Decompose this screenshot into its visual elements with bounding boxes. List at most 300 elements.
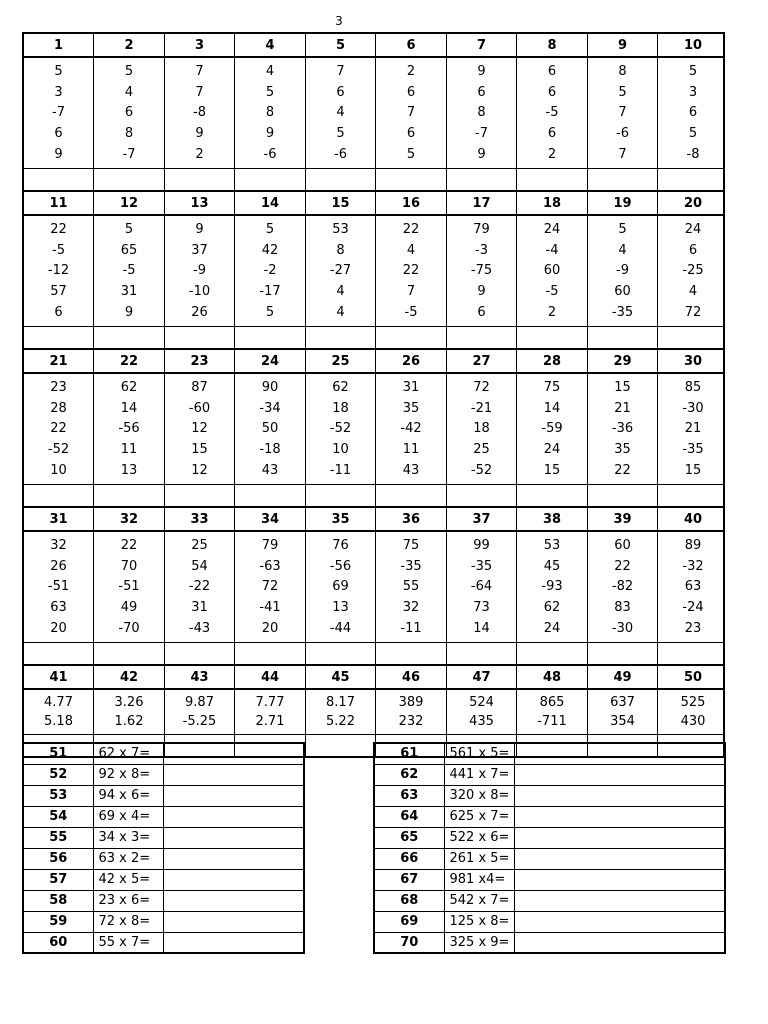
addend-value: 2	[195, 147, 204, 163]
addend-value: 6	[406, 84, 416, 100]
addend-value: -35	[470, 558, 493, 574]
multiplication-row	[23, 890, 304, 911]
multiplication-question: 72 x 8=	[93, 911, 163, 932]
answer-cell[interactable]	[235, 169, 306, 190]
problem-number: 33	[165, 508, 235, 530]
addend-value: -30	[682, 400, 704, 416]
problem-number: 68	[374, 890, 444, 911]
problem-number: 40	[683, 511, 703, 527]
addend-value: 14	[543, 400, 561, 416]
addend-row	[24, 374, 723, 484]
answer-cell[interactable]	[514, 785, 725, 806]
answer-cell[interactable]	[658, 327, 728, 348]
problem-number: 17	[447, 192, 517, 214]
problem-number: 61	[374, 743, 444, 764]
answer-cell[interactable]	[447, 169, 517, 190]
addend-value: 90	[261, 379, 279, 395]
answer-cell[interactable]	[163, 806, 304, 827]
addend-value: 7.77	[255, 695, 285, 710]
addend-value: 72	[473, 379, 490, 395]
multiplication-row	[374, 848, 725, 869]
addend-value: 6	[54, 305, 63, 321]
addend-value: 72	[261, 579, 279, 595]
answer-cell[interactable]	[163, 785, 304, 806]
answer-cell[interactable]	[306, 643, 376, 664]
addend-value: 32	[50, 537, 67, 553]
answer-cell[interactable]	[306, 169, 376, 190]
addend-value: -8	[193, 105, 206, 121]
addend-value: 73	[473, 600, 490, 616]
multiplication-question: 62 x 7=	[93, 743, 163, 764]
problem-number: 62	[374, 764, 444, 785]
addend-value: 865	[539, 695, 565, 710]
addend-value: 55	[402, 579, 420, 595]
problem-block	[22, 508, 725, 666]
multiplication-question: 981 x4=	[444, 869, 514, 890]
problem-number: 23	[165, 350, 235, 372]
problem-number-row	[24, 34, 723, 58]
addend-value: 5	[618, 221, 627, 237]
addend-value: 22	[402, 221, 420, 237]
addend-value: 54	[191, 558, 208, 574]
addend-value: 11	[120, 442, 138, 458]
addend-value: -51	[118, 579, 140, 595]
addend-value: 69	[332, 579, 349, 595]
problem-number: 11	[24, 192, 94, 214]
addend-value: 62	[543, 600, 561, 616]
addend-value: -10	[188, 284, 211, 300]
addend-column	[376, 216, 447, 326]
multiplication-question: 522 x 6=	[444, 827, 514, 848]
addend-row	[24, 216, 723, 326]
addend-value: 24	[543, 442, 561, 458]
problem-number: 65	[374, 827, 444, 848]
problem-number: 1	[24, 34, 94, 56]
answer-cell[interactable]	[447, 485, 517, 506]
addend-value: 8	[124, 126, 134, 142]
addend-value: 25	[191, 537, 208, 553]
addend-value: -59	[541, 421, 563, 437]
addend-value: 232	[398, 714, 424, 729]
answer-row	[24, 326, 723, 350]
addend-value: 42	[261, 242, 279, 258]
multiplication-question: 23 x 6=	[93, 890, 163, 911]
problem-block	[22, 350, 725, 508]
answer-cell[interactable]	[165, 169, 235, 190]
addend-value: -7	[475, 126, 488, 142]
addend-value: 60	[614, 284, 631, 300]
answer-cell[interactable]	[447, 327, 517, 348]
answer-cell[interactable]	[447, 643, 517, 664]
addend-column	[658, 58, 728, 168]
answer-cell[interactable]	[235, 327, 306, 348]
addend-column	[165, 690, 235, 734]
addend-value: -5	[545, 105, 559, 121]
answer-cell[interactable]	[376, 643, 447, 664]
addend-value: 32	[402, 600, 420, 616]
addend-value: -5	[52, 242, 65, 258]
addend-value: 5.22	[326, 714, 355, 729]
addend-value: 7	[195, 84, 204, 100]
addend-value: 6	[124, 105, 134, 121]
addend-value: 12	[191, 463, 208, 479]
addend-value: -60	[188, 400, 211, 416]
multiplication-question: 55 x 7=	[93, 932, 163, 953]
problem-block	[22, 192, 725, 350]
addend-column	[517, 532, 588, 642]
addend-value: -5	[122, 263, 136, 279]
addend-value: -6	[616, 126, 629, 142]
addend-value: -32	[682, 558, 704, 574]
addend-value: -8	[686, 147, 700, 163]
answer-cell[interactable]	[235, 485, 306, 506]
addend-value: 5	[406, 147, 416, 163]
answer-cell[interactable]	[163, 764, 304, 785]
problem-number: 55	[23, 827, 93, 848]
addend-value: 9	[54, 147, 63, 163]
addend-value: 22	[50, 421, 67, 437]
addend-column	[658, 374, 728, 484]
addend-value: 2	[406, 63, 416, 79]
answer-cell[interactable]	[163, 743, 304, 764]
problem-number: 54	[23, 806, 93, 827]
addend-value: 9.87	[185, 695, 214, 710]
addend-value: 3	[688, 84, 698, 100]
answer-cell[interactable]	[658, 643, 728, 664]
problem-number: 39	[588, 508, 658, 530]
multiplication-row	[23, 869, 304, 890]
addend-value: 60	[543, 263, 561, 279]
addend-column	[588, 532, 658, 642]
addend-value: -56	[329, 558, 352, 574]
problem-number: 2	[94, 34, 165, 56]
page-number: 3	[335, 14, 343, 28]
problem-number: 43	[165, 666, 235, 688]
addend-value: 525	[680, 695, 706, 710]
multiplication-row	[374, 743, 725, 764]
addend-value: -41	[259, 600, 281, 616]
answer-cell[interactable]	[517, 169, 588, 190]
addend-value: -35	[611, 305, 634, 321]
problem-number: 38	[517, 508, 588, 530]
problem-number-row	[24, 350, 723, 374]
problem-number: 52	[23, 764, 93, 785]
addend-value: 53	[543, 537, 561, 553]
addend-value: 14	[473, 621, 490, 637]
addend-column	[94, 690, 165, 734]
addend-value: 5	[124, 63, 134, 79]
answer-cell[interactable]	[163, 932, 304, 953]
answer-cell[interactable]	[165, 643, 235, 664]
addend-column	[306, 374, 376, 484]
answer-cell[interactable]	[163, 848, 304, 869]
addend-value: -6	[334, 147, 347, 163]
addend-value: -5	[545, 284, 559, 300]
addend-value: -75	[470, 263, 493, 279]
answer-cell[interactable]	[306, 735, 376, 756]
addend-value: 62	[120, 379, 138, 395]
addend-row	[24, 690, 723, 734]
answer-cell[interactable]	[514, 764, 725, 785]
addend-value: -2	[263, 263, 277, 279]
addend-column	[376, 374, 447, 484]
addend-value: 31	[191, 600, 208, 616]
addend-value: 15	[543, 463, 561, 479]
addend-value: 7	[618, 147, 627, 163]
problem-number: 4	[235, 34, 306, 56]
addend-value: 430	[680, 714, 706, 729]
multiplication-question: 561 x 5=	[444, 743, 514, 764]
addend-value: 49	[120, 600, 138, 616]
answer-cell[interactable]	[163, 890, 304, 911]
multiplication-row	[374, 932, 725, 953]
addend-value: 20	[50, 621, 67, 637]
addend-value: 9	[477, 147, 486, 163]
addend-column	[94, 58, 165, 168]
answer-cell[interactable]	[588, 643, 658, 664]
addend-value: 87	[191, 379, 208, 395]
addend-value: -63	[259, 558, 281, 574]
problem-number: 32	[94, 508, 165, 530]
problem-number: 20	[683, 195, 703, 211]
addend-column	[94, 374, 165, 484]
multiplication-row	[374, 869, 725, 890]
addend-value: 31	[402, 379, 420, 395]
addend-value: 89	[684, 537, 702, 553]
answer-cell[interactable]	[306, 327, 376, 348]
addend-value: 524	[469, 695, 494, 710]
addend-column	[306, 58, 376, 168]
answer-cell[interactable]	[165, 485, 235, 506]
addend-value: 4	[265, 63, 275, 79]
addend-column	[165, 216, 235, 326]
addend-value: 5	[265, 84, 275, 100]
addend-column	[165, 532, 235, 642]
addend-column	[24, 690, 94, 734]
answer-cell[interactable]	[517, 327, 588, 348]
multiplication-row	[23, 827, 304, 848]
answer-cell[interactable]	[165, 327, 235, 348]
answer-cell[interactable]	[588, 327, 658, 348]
addend-value: 26	[50, 558, 67, 574]
problem-number: 49	[588, 666, 658, 688]
problem-number: 34	[235, 508, 306, 530]
problem-number: 27	[447, 350, 517, 372]
addend-value: 22	[120, 537, 138, 553]
addend-value: 21	[684, 421, 702, 437]
addend-column	[588, 58, 658, 168]
addend-value: 6	[336, 84, 345, 100]
problem-number: 8	[517, 34, 588, 56]
addend-value: 8	[477, 105, 486, 121]
addend-value: 5	[336, 126, 345, 142]
answer-cell[interactable]	[24, 327, 94, 348]
addend-value: 15	[191, 442, 208, 458]
addend-value: 6	[406, 126, 416, 142]
multiplication-question: 69 x 4=	[93, 806, 163, 827]
problem-number: 60	[23, 932, 93, 953]
addend-value: 43	[402, 463, 420, 479]
problem-number: 26	[376, 350, 447, 372]
answer-cell[interactable]	[376, 327, 447, 348]
addend-column	[24, 532, 94, 642]
addend-value: -18	[259, 442, 281, 458]
addend-value: -7	[52, 105, 65, 121]
problem-number: 30	[683, 353, 703, 369]
addend-value: 85	[684, 379, 702, 395]
addend-value: 4	[618, 242, 627, 258]
problem-number: 6	[376, 34, 447, 56]
problem-number: 9	[588, 34, 658, 56]
addend-value: 63	[684, 579, 702, 595]
addend-value: -52	[470, 463, 493, 479]
addend-value: 8	[618, 63, 627, 79]
addend-column	[306, 216, 376, 326]
multiplication-question: 42 x 5=	[93, 869, 163, 890]
addend-value: 22	[614, 463, 631, 479]
addend-value: 15	[684, 463, 702, 479]
problem-number: 29	[588, 350, 658, 372]
answer-cell[interactable]	[94, 327, 165, 348]
addend-value: -9	[193, 263, 206, 279]
addend-value: -35	[682, 442, 704, 458]
answer-row	[24, 168, 723, 192]
addend-value: 79	[261, 537, 279, 553]
addend-value: -17	[259, 284, 281, 300]
addend-value: 50	[261, 421, 279, 437]
multiplication-row	[23, 911, 304, 932]
addend-value: -4	[545, 242, 559, 258]
addend-value: 10	[50, 463, 67, 479]
problem-number: 35	[306, 508, 376, 530]
addend-column	[447, 532, 517, 642]
problem-number: 53	[23, 785, 93, 806]
addend-column	[517, 216, 588, 326]
answer-cell[interactable]	[94, 643, 165, 664]
answer-row	[24, 642, 723, 666]
addend-column	[588, 216, 658, 326]
multiplication-row	[374, 890, 725, 911]
addend-value: -36	[611, 421, 634, 437]
problem-number: 59	[23, 911, 93, 932]
addend-value: 11	[402, 442, 420, 458]
addend-value: 3	[54, 84, 63, 100]
multiplication-question: 441 x 7=	[444, 764, 514, 785]
answer-cell[interactable]	[517, 485, 588, 506]
answer-cell[interactable]	[24, 485, 94, 506]
answer-cell[interactable]	[376, 485, 447, 506]
addition-grid	[22, 32, 725, 758]
multiplication-row	[23, 806, 304, 827]
addend-value: 22	[402, 263, 420, 279]
addend-value: 24	[543, 221, 561, 237]
answer-cell[interactable]	[94, 169, 165, 190]
multiplication-row	[374, 764, 725, 785]
answer-cell[interactable]	[163, 827, 304, 848]
addend-row	[24, 58, 723, 168]
addend-column	[235, 58, 306, 168]
addend-column	[447, 690, 517, 734]
addend-value: 9	[265, 126, 275, 142]
answer-cell[interactable]	[517, 643, 588, 664]
addend-column	[588, 690, 658, 734]
answer-cell[interactable]	[588, 485, 658, 506]
addend-value: 43	[261, 463, 279, 479]
addend-value: -42	[400, 421, 422, 437]
addend-column	[658, 532, 728, 642]
addend-value: 4	[406, 242, 416, 258]
answer-cell[interactable]	[514, 911, 725, 932]
problem-number: 67	[374, 869, 444, 890]
answer-cell[interactable]	[658, 169, 728, 190]
multiplication-row	[374, 911, 725, 932]
addend-column	[658, 690, 728, 734]
addend-value: 7	[618, 105, 627, 121]
addend-value: 10	[332, 442, 349, 458]
addend-column	[94, 216, 165, 326]
problem-number: 44	[235, 666, 306, 688]
addend-column	[517, 690, 588, 734]
answer-cell[interactable]	[24, 643, 94, 664]
addend-value: -25	[682, 263, 704, 279]
problem-number: 37	[447, 508, 517, 530]
multiplication-question: 320 x 8=	[444, 785, 514, 806]
addend-value: 8	[336, 242, 345, 258]
addend-value: 57	[50, 284, 67, 300]
answer-cell[interactable]	[306, 485, 376, 506]
addend-value: -711	[537, 714, 567, 729]
answer-cell[interactable]	[514, 743, 725, 764]
addend-value: 6	[477, 84, 486, 100]
answer-cell[interactable]	[163, 911, 304, 932]
addend-value: 5	[265, 305, 275, 321]
multiplication-question: 94 x 6=	[93, 785, 163, 806]
addend-value: 62	[332, 379, 349, 395]
problem-number: 70	[374, 932, 444, 953]
addend-value: 6	[688, 105, 698, 121]
addend-value: 12	[191, 421, 208, 437]
problem-number: 58	[23, 890, 93, 911]
answer-cell[interactable]	[514, 932, 725, 953]
problem-number: 45	[306, 666, 376, 688]
addend-value: 5	[688, 126, 698, 142]
answer-cell[interactable]	[24, 169, 94, 190]
addend-value: -56	[118, 421, 140, 437]
answer-cell[interactable]	[376, 169, 447, 190]
addend-column	[306, 690, 376, 734]
addend-value: 9	[477, 63, 486, 79]
answer-cell[interactable]	[514, 869, 725, 890]
answer-cell[interactable]	[514, 848, 725, 869]
addend-column	[447, 58, 517, 168]
addend-value: 7	[195, 63, 204, 79]
addend-column	[658, 216, 728, 326]
answer-cell[interactable]	[588, 169, 658, 190]
answer-cell[interactable]	[658, 485, 728, 506]
addend-value: 28	[50, 400, 67, 416]
answer-cell[interactable]	[94, 485, 165, 506]
answer-cell[interactable]	[235, 643, 306, 664]
multiplication-row	[23, 785, 304, 806]
answer-cell[interactable]	[514, 806, 725, 827]
answer-cell[interactable]	[514, 890, 725, 911]
addend-value: 25	[473, 442, 490, 458]
addend-value: 31	[120, 284, 138, 300]
problem-number: 22	[94, 350, 165, 372]
answer-cell[interactable]	[514, 827, 725, 848]
addend-row	[24, 532, 723, 642]
answer-cell[interactable]	[163, 869, 304, 890]
